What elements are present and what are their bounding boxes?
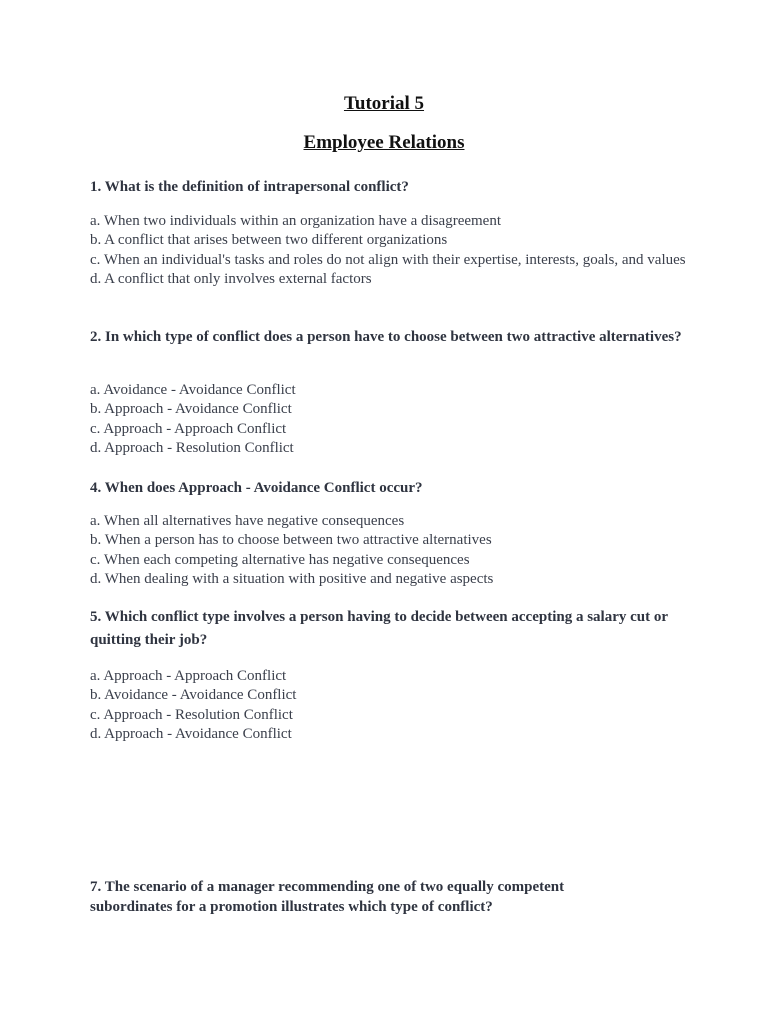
option-1d: d. A conflict that only involves external factors [90, 271, 372, 288]
option-5a: a. Approach - Approach Conflict [90, 668, 287, 684]
question-5-options [90, 667, 690, 745]
question-7: 7. The scenario of a manager recommending one of two equally competent subordinates for a promotion illustrates which type of conflict? [90, 879, 565, 915]
question-5: 5. Which conflict type involves a person having to decide between accepting a salary cut or quitting their job? [90, 609, 668, 648]
question-4: 4. When does Approach - Avoidance Conflict occur? [90, 480, 423, 496]
question-2-options [90, 381, 690, 459]
question-1-options [90, 212, 690, 290]
question-1: 1. What is the definition of intrapersonal conflict? [90, 179, 409, 195]
option-1a: a. When two individuals within an organization have a disagreement [90, 213, 501, 229]
option-4b: b. When a person has to choose between two attractive alternatives [90, 532, 492, 549]
option-4d: d. When dealing with a situation with positive and negative aspects [90, 571, 494, 588]
option-1c: c. When an individual's tasks and roles do not align with their expertise, interests, goals, and values [90, 251, 686, 268]
option-2d: d. Approach - Resolution Conflict [90, 440, 294, 457]
option-2b: b. Approach - Avoidance Conflict [90, 401, 292, 418]
option-4a: a. When all alternatives have negative consequences [90, 513, 405, 529]
question-4-options [90, 512, 690, 590]
option-2c: c. Approach - Approach Conflict [90, 420, 287, 437]
option-5c: c. Approach - Resolution Conflict [90, 706, 293, 723]
option-5b: b. Avoidance - Avoidance Conflict [90, 687, 297, 704]
option-5d: d. Approach - Avoidance Conflict [90, 726, 292, 743]
option-4c: c. When each competing alternative has negative consequences [90, 551, 470, 568]
question-2: 2. In which type of conflict does a person have to choose between two attractive alternatives? [90, 329, 682, 345]
option-2a: a. Avoidance - Avoidance Conflict [90, 382, 296, 398]
option-1b: b. A conflict that arises between two different organizations [90, 232, 448, 249]
document-title: Tutorial 5 [343, 93, 425, 114]
document-subtitle: Employee Relations [303, 132, 465, 153]
